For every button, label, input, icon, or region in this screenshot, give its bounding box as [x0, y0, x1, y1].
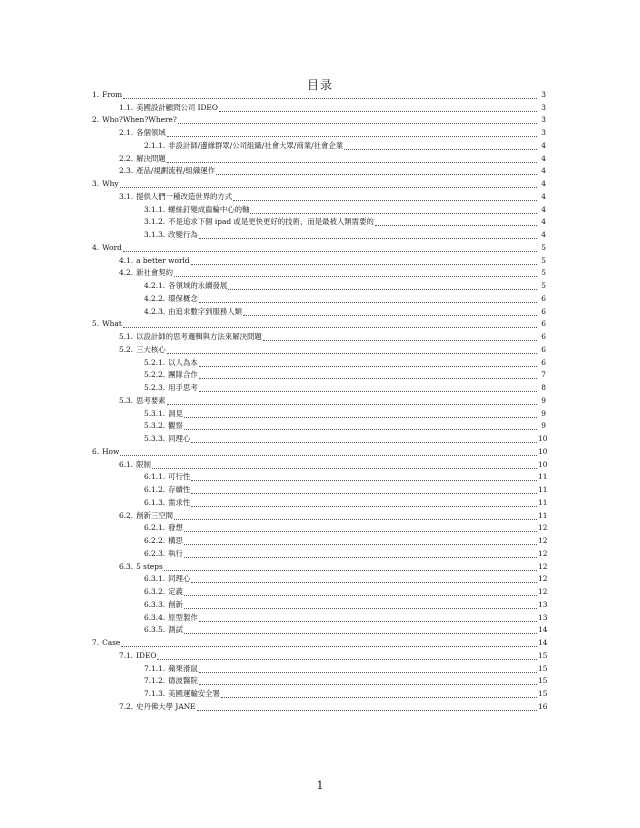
toc-entry-title: 德波醫院 [168, 676, 198, 686]
toc-entry-page: 6 [541, 332, 546, 342]
dot-leader [167, 404, 537, 405]
toc-entry-number: 5.3.2. [144, 421, 166, 431]
dot-leader [121, 646, 537, 647]
toc-entry-page: 5 [541, 242, 546, 252]
toc-entry-title: 螺絲釘變成齒輪中心的軸 [168, 204, 250, 214]
toc-entry[interactable] [92, 408, 546, 421]
toc-entry-title: 團隊合作 [168, 370, 198, 380]
dot-leader [184, 531, 537, 532]
dot-leader [167, 353, 537, 354]
toc-entry-number: 1.1. [119, 102, 134, 112]
page-number: 1 [316, 779, 324, 792]
toc-entry[interactable] [92, 612, 546, 625]
dot-leader [167, 136, 537, 137]
toc-entry-number: 7.1. [119, 650, 134, 660]
toc-entry-number: 5. [92, 319, 100, 329]
toc-entry-number: 4.2. [119, 268, 134, 278]
toc-entry[interactable] [92, 472, 546, 485]
toc-entry[interactable] [92, 535, 546, 548]
toc-entry-page: 11 [538, 472, 548, 482]
dot-leader [184, 417, 537, 418]
toc-entry[interactable] [92, 331, 546, 344]
dot-leader [228, 289, 537, 290]
toc-entry-page: 4 [541, 230, 546, 240]
toc-entry[interactable] [92, 701, 546, 714]
toc-entry-number: 4.2.2. [144, 293, 166, 303]
dot-leader [152, 468, 537, 469]
dot-leader [243, 315, 537, 316]
dot-leader [123, 98, 537, 99]
toc-title: 目录 [306, 78, 333, 92]
toc-entry-number: 2.2. [119, 153, 134, 163]
toc-entry-number: 2.1. [119, 128, 134, 138]
toc-entry-title: 各個領域 [136, 128, 166, 138]
toc-entry-number: 5.2.3. [144, 383, 166, 393]
toc-entry-page: 6 [541, 293, 546, 303]
dot-leader [199, 621, 537, 622]
toc-entry-page: 6 [541, 306, 546, 316]
dot-leader [191, 582, 537, 583]
toc-entry-number: 5.3.1. [144, 408, 166, 418]
toc-entry-title: 同理心 [168, 574, 191, 584]
toc-entry-title: 環保概念 [168, 293, 198, 303]
toc-entry-page: 5 [541, 268, 546, 278]
toc-entry-title: 測試 [168, 625, 183, 635]
toc-entry-number: 7.1.3. [144, 689, 166, 699]
toc-entry[interactable] [92, 586, 546, 599]
toc-entry-number: 6. [92, 446, 100, 456]
toc-entry-title: 解決問題 [136, 153, 166, 163]
toc-entry-page: 11 [538, 485, 548, 495]
toc-entry-page: 14 [538, 638, 548, 648]
toc-entry-number: 7.2. [119, 701, 134, 711]
toc-entry[interactable] [92, 561, 546, 574]
toc-entry-number: 3.1.1. [144, 204, 166, 214]
toc-entry-title: 創新三空間 [136, 510, 174, 520]
toc-entry-page: 5 [541, 255, 546, 265]
toc-entry[interactable] [92, 497, 546, 510]
toc-entry-page: 12 [538, 561, 548, 571]
toc-entry[interactable] [92, 574, 546, 587]
toc-entry-page: 9 [541, 408, 546, 418]
toc-entry-page: 9 [541, 421, 546, 431]
toc-entry-page: 10 [538, 446, 548, 456]
toc-entry-number: 6.3.5. [144, 625, 166, 635]
toc-entry-page: 8 [541, 383, 546, 393]
dot-leader [120, 455, 537, 456]
toc-entry-title: 不是追求下個 ipad 或是更快更好的技術，而是最被人類需要的 [168, 217, 374, 227]
toc-entry-title: Case [102, 638, 121, 648]
toc-entry-title: 發想 [168, 523, 183, 533]
toc-entry[interactable] [92, 676, 546, 689]
toc-entry-title: 洞見 [168, 408, 183, 418]
toc-entry[interactable] [92, 433, 546, 446]
dot-leader [199, 302, 537, 303]
toc-entry-page: 13 [538, 599, 548, 609]
toc-entry-page: 4 [541, 217, 546, 227]
toc-entry-page: 4 [541, 179, 546, 189]
toc-entry[interactable] [92, 306, 546, 319]
toc-entry[interactable] [92, 446, 546, 459]
toc-entry-number: 6.2.2. [144, 536, 166, 546]
dot-leader [191, 480, 537, 481]
toc-entry-title: 史丹佛大學 JANE [136, 701, 196, 711]
toc-entry[interactable] [92, 204, 546, 217]
toc-entry-title: 以設計師的思考邏輯與方法來解決問題 [136, 332, 262, 342]
toc-entry-number: 3. [92, 179, 100, 189]
toc-entry-page: 15 [538, 676, 548, 686]
dot-leader [184, 429, 537, 430]
toc-entry-title: a better world [136, 255, 190, 265]
toc-entry[interactable] [92, 421, 546, 434]
toc-entry-page: 12 [538, 587, 548, 597]
toc-entry-number: 7.1.1. [144, 663, 166, 673]
toc-entry-page: 15 [538, 689, 548, 699]
dot-leader [199, 238, 537, 239]
toc-entry-page: 4 [541, 191, 546, 201]
toc-entry[interactable] [92, 523, 546, 536]
dot-leader [197, 710, 537, 711]
toc-entry[interactable] [92, 280, 546, 293]
toc-entry-page: 3 [541, 102, 546, 112]
toc-entry-number: 7.1.2. [144, 676, 166, 686]
toc-entry[interactable] [92, 217, 546, 230]
toc-entry-page: 12 [538, 536, 548, 546]
toc-entry-number: 6.2.1. [144, 523, 166, 533]
dot-leader [233, 200, 537, 201]
toc-entry-title: 構思 [168, 536, 183, 546]
dot-leader [184, 633, 537, 634]
toc-entry-number: 6.3. [119, 561, 134, 571]
dot-leader [216, 174, 537, 175]
toc-entry-number: 3.1. [119, 191, 134, 201]
toc-entry-title: 由追求數字到服務人類 [168, 306, 243, 316]
toc-entry-title: 美國運輸安全署 [168, 689, 220, 699]
dot-leader [263, 340, 537, 341]
toc-entry-page: 15 [538, 650, 548, 660]
toc-entry-title: How [102, 446, 120, 456]
toc-entry[interactable] [92, 140, 546, 153]
dot-leader [191, 442, 537, 443]
toc-entry-page: 3 [541, 115, 546, 125]
toc-entry-number: 3.1.3. [144, 230, 166, 240]
dot-leader [344, 149, 537, 150]
toc-entry[interactable] [92, 382, 546, 395]
toc-entry-page: 7 [541, 370, 546, 380]
toc-entry-title: 用手思考 [168, 383, 198, 393]
toc-entry-title: What [102, 319, 122, 329]
toc-entry-number: 4.1. [119, 255, 134, 265]
dot-leader [174, 519, 537, 520]
dot-leader [250, 213, 537, 214]
toc-entry-page: 12 [538, 574, 548, 584]
toc-entry-page: 5 [541, 281, 546, 291]
toc-entry-number: 6.3.1. [144, 574, 166, 584]
toc-entry-title: 產品/規劃流程/組織運作 [136, 166, 215, 176]
dot-leader [164, 570, 537, 571]
toc-entry-number: 6.1.3. [144, 497, 166, 507]
toc-entry-title: 改變行為 [168, 230, 198, 240]
toc-entry-number: 4.2.1. [144, 281, 166, 291]
toc-entry-number: 2. [92, 115, 100, 125]
toc-entry-title: 存續性 [168, 485, 191, 495]
toc-entry-page: 10 [538, 434, 548, 444]
dot-leader [199, 684, 537, 685]
dot-leader [199, 391, 537, 392]
dot-leader [191, 493, 537, 494]
toc-entry-page: 12 [538, 548, 548, 558]
toc-entry-page: 10 [538, 459, 548, 469]
toc-entry-page: 12 [538, 523, 548, 533]
toc-entry-page: 4 [541, 153, 546, 163]
toc-entry[interactable] [92, 548, 546, 561]
toc-entry-page: 16 [538, 701, 548, 711]
dot-leader [123, 251, 537, 252]
toc-entry[interactable] [92, 344, 546, 357]
toc-entry-number: 5.1. [119, 332, 134, 342]
dot-leader [120, 187, 537, 188]
toc-entry[interactable] [92, 293, 546, 306]
toc-entry[interactable] [92, 625, 546, 638]
toc-entry-title: 創新 [168, 599, 183, 609]
toc-entry-page: 6 [541, 344, 546, 354]
toc-entry-number: 7. [92, 638, 100, 648]
toc-entry-title: 觀察 [168, 421, 183, 431]
table-of-contents [92, 89, 546, 714]
toc-entry[interactable] [92, 178, 546, 191]
toc-entry[interactable] [92, 395, 546, 408]
dot-leader [184, 544, 537, 545]
toc-entry-title: 同理心 [168, 434, 191, 444]
toc-entry-number: 6.1.2. [144, 485, 166, 495]
toc-entry-page: 6 [541, 357, 546, 367]
toc-entry-number: 6.3.2. [144, 587, 166, 597]
toc-entry-page: 14 [538, 625, 548, 635]
toc-entry-number: 3.1.2. [144, 217, 166, 227]
dot-leader [191, 506, 537, 507]
toc-entry-number: 1. [92, 89, 100, 99]
toc-entry[interactable] [92, 242, 546, 255]
toc-entry[interactable] [92, 637, 546, 650]
toc-entry-page: 3 [541, 89, 546, 99]
toc-entry-number: 6.1. [119, 459, 134, 469]
toc-entry[interactable] [92, 153, 546, 166]
toc-entry-title: 思考要素 [136, 395, 166, 405]
toc-entry-page: 4 [541, 204, 546, 214]
dot-leader [199, 672, 537, 673]
toc-entry[interactable] [92, 229, 546, 242]
toc-entry-number: 4.2.3. [144, 306, 166, 316]
toc-entry-title: 執行 [168, 548, 183, 558]
toc-entry[interactable] [92, 599, 546, 612]
toc-entry-page: 6 [541, 319, 546, 329]
toc-entry-number: 6.2. [119, 510, 134, 520]
toc-entry-number: 5.2. [119, 344, 134, 354]
toc-entry-title: 原型製作 [168, 612, 198, 622]
toc-entry-page: 13 [538, 612, 548, 622]
dot-leader [221, 697, 537, 698]
toc-entry-page: 9 [541, 395, 546, 405]
dot-leader [199, 378, 537, 379]
toc-entry-title: 5 steps [136, 561, 163, 571]
toc-entry-title: 美國設計顧問公司 IDEO [136, 102, 218, 112]
toc-entry-page: 3 [541, 128, 546, 138]
toc-entry-title: 新社會契約 [136, 268, 174, 278]
toc-entry[interactable] [92, 484, 546, 497]
toc-entry-page: 11 [538, 497, 548, 507]
toc-entry[interactable] [92, 357, 546, 370]
toc-entry[interactable] [92, 191, 546, 204]
toc-entry-title: 定義 [168, 587, 183, 597]
toc-entry[interactable] [92, 255, 546, 268]
toc-entry-title: 需求性 [168, 497, 191, 507]
toc-entry-title: 提供人們一種改造世界的方式 [136, 191, 233, 201]
toc-entry-number: 6.2.3. [144, 548, 166, 558]
toc-entry-number: 6.3.3. [144, 599, 166, 609]
dot-leader [184, 608, 537, 609]
toc-entry-title: 各領域的永續發展 [168, 281, 228, 291]
dot-leader [174, 276, 537, 277]
toc-entry-number: 5.3.3. [144, 434, 166, 444]
toc-entry-title: IDEO [136, 650, 157, 660]
toc-entry-number: 4. [92, 242, 100, 252]
toc-entry-number: 6.3.4. [144, 612, 166, 622]
toc-entry-page: 4 [541, 166, 546, 176]
toc-entry[interactable] [92, 89, 546, 102]
toc-entry[interactable] [92, 370, 546, 383]
toc-entry-number: 5.2.1. [144, 357, 166, 367]
toc-entry-number: 2.1.1. [144, 140, 166, 150]
toc-entry[interactable] [92, 459, 546, 472]
toc-entry-page: 4 [541, 140, 546, 150]
toc-entry[interactable] [92, 510, 546, 523]
toc-entry[interactable] [92, 688, 546, 701]
toc-entry[interactable] [92, 115, 546, 128]
dot-leader [199, 366, 537, 367]
toc-entry-title: 蘋果滑鼠 [168, 663, 198, 673]
dot-leader [184, 595, 537, 596]
toc-entry-title: Who?When?Where? [102, 115, 177, 125]
toc-entry-title: From [102, 89, 123, 99]
toc-entry[interactable] [92, 319, 546, 332]
dot-leader [157, 659, 537, 660]
toc-entry-number: 5.3. [119, 395, 134, 405]
toc-entry-page: 11 [538, 510, 548, 520]
toc-entry[interactable] [92, 102, 546, 115]
toc-entry-number: 5.2.2. [144, 370, 166, 380]
toc-entry[interactable] [92, 268, 546, 281]
dot-leader [219, 111, 537, 112]
toc-entry[interactable] [92, 127, 546, 140]
toc-entry[interactable] [92, 166, 546, 179]
toc-entry-page: 15 [538, 663, 548, 673]
toc-entry-title: 三大核心 [136, 344, 166, 354]
dot-leader [375, 225, 537, 226]
toc-entry-title: 限制 [136, 459, 151, 469]
toc-entry[interactable] [92, 663, 546, 676]
toc-entry-title: Why [102, 179, 119, 189]
dot-leader [178, 123, 537, 124]
toc-entry-number: 2.3. [119, 166, 134, 176]
toc-entry-number: 6.1.1. [144, 472, 166, 482]
dot-leader [123, 327, 537, 328]
toc-entry-title: 非設計師/邊緣群眾/公司組織/社會大眾/商業/社會企業 [168, 140, 344, 150]
toc-entry-title: 以人為本 [168, 357, 198, 367]
dot-leader [184, 557, 537, 558]
toc-entry[interactable] [92, 650, 546, 663]
dot-leader [191, 264, 537, 265]
toc-entry-title: Word [102, 242, 122, 252]
dot-leader [167, 162, 537, 163]
toc-entry-title: 可行性 [168, 472, 191, 482]
